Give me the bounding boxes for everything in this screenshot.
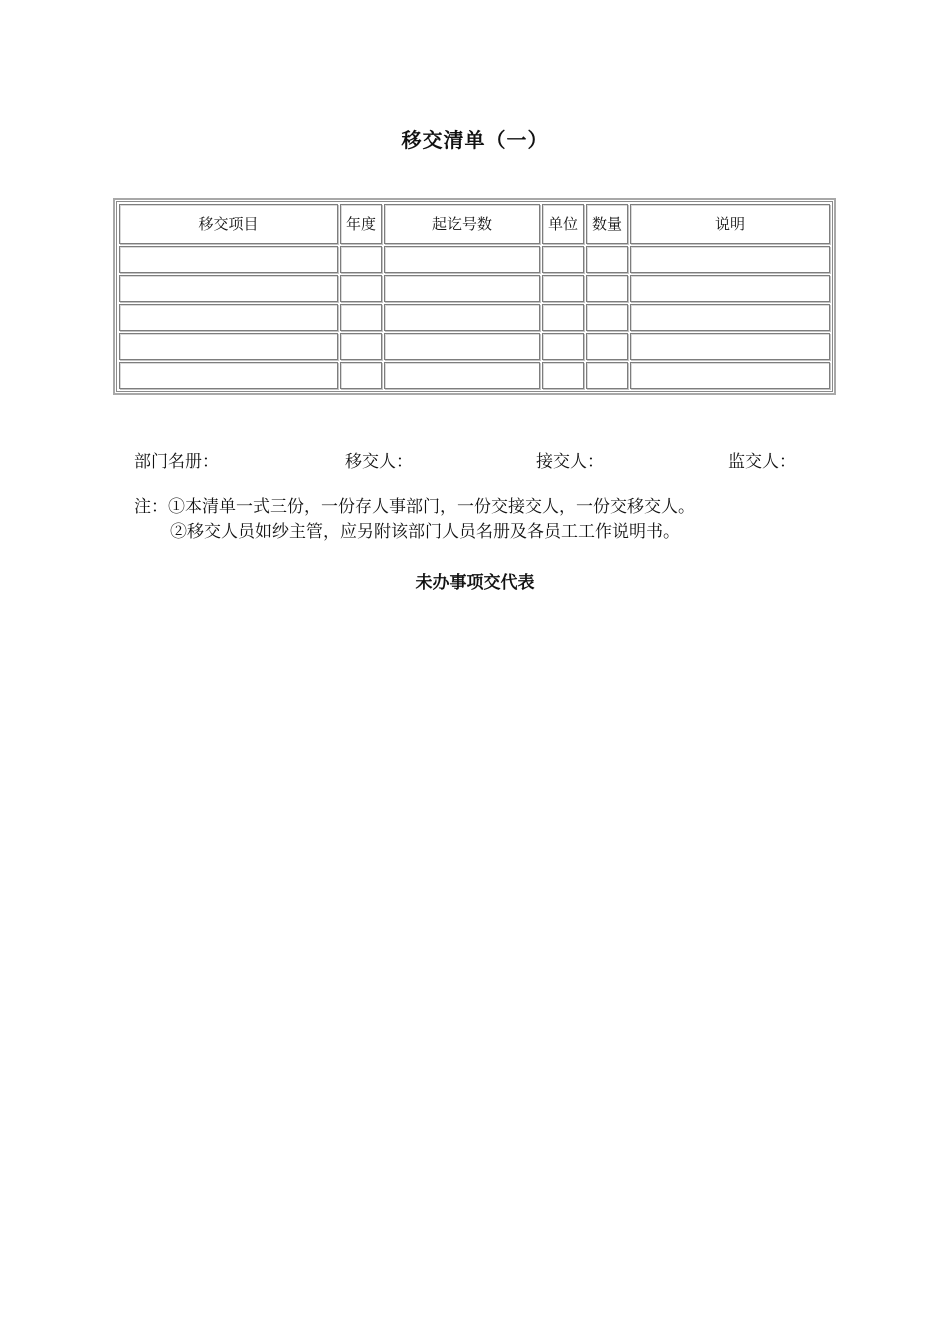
receiver-label: 接交人： bbox=[536, 452, 604, 472]
table-cell bbox=[586, 362, 628, 389]
column-header-unit: 单位 bbox=[542, 204, 584, 244]
table-cell bbox=[119, 333, 338, 360]
table-cell bbox=[119, 362, 338, 389]
table-cell bbox=[542, 362, 584, 389]
department-roster-label: 部门名册： bbox=[134, 452, 219, 472]
table-cell bbox=[119, 246, 338, 273]
table-header-row bbox=[119, 204, 830, 244]
page-title: 移交清单（一） bbox=[401, 128, 549, 152]
table-cell bbox=[630, 362, 830, 389]
note-line-1: 注：①本清单一式三份，一份存人事部门，一份交接交人，一份交移交人。 bbox=[134, 497, 695, 517]
column-header-description: 说明 bbox=[630, 204, 830, 244]
table-cell bbox=[384, 304, 540, 331]
table-cell bbox=[630, 304, 830, 331]
note-line-2: ②移交人员如纱主管，应另附该部门人员名册及各员工工作说明书。 bbox=[170, 522, 680, 542]
table-cell bbox=[630, 246, 830, 273]
column-header-quantity: 数量 bbox=[586, 204, 628, 244]
table-cell bbox=[586, 246, 628, 273]
table-cell bbox=[340, 304, 382, 331]
table-cell bbox=[119, 304, 338, 331]
notes-block bbox=[134, 495, 894, 545]
table-cell bbox=[384, 362, 540, 389]
table-cell bbox=[384, 275, 540, 302]
handover-person-label: 移交人： bbox=[345, 452, 413, 472]
table-cell bbox=[542, 275, 584, 302]
table-cell bbox=[340, 275, 382, 302]
table-cell bbox=[384, 333, 540, 360]
table-cell bbox=[586, 304, 628, 331]
table-cell bbox=[119, 275, 338, 302]
table-cell bbox=[340, 362, 382, 389]
table-cell bbox=[630, 333, 830, 360]
table-row bbox=[119, 362, 830, 389]
table-cell bbox=[384, 246, 540, 273]
column-header-year: 年度 bbox=[340, 204, 382, 244]
supervisor-label: 监交人： bbox=[728, 452, 796, 472]
column-header-item: 移交项目 bbox=[119, 204, 338, 244]
table-cell bbox=[340, 333, 382, 360]
signature-line bbox=[0, 447, 950, 471]
handover-table-frame bbox=[113, 198, 836, 395]
table-row bbox=[119, 275, 830, 302]
table-cell bbox=[542, 333, 584, 360]
table-cell bbox=[586, 333, 628, 360]
section-title: 未办事项交代表 bbox=[415, 573, 535, 593]
column-header-number-range: 起讫号数 bbox=[384, 204, 540, 244]
table-row bbox=[119, 333, 830, 360]
table-row bbox=[119, 246, 830, 273]
handover-table bbox=[117, 202, 832, 391]
table-cell bbox=[630, 275, 830, 302]
table-row bbox=[119, 304, 830, 331]
table-cell bbox=[542, 246, 584, 273]
table-cell bbox=[542, 304, 584, 331]
table-cell bbox=[586, 275, 628, 302]
table-cell bbox=[340, 246, 382, 273]
